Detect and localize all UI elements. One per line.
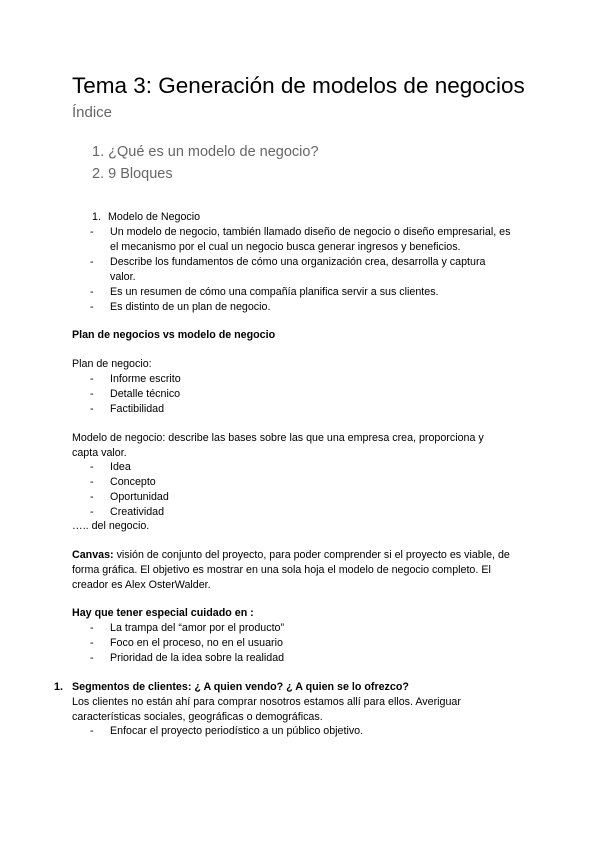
care-items — [90, 621, 284, 666]
list-item — [90, 387, 181, 402]
comparison-heading: Plan de negocios vs modelo de negocio — [72, 329, 276, 341]
model-intro-line: Modelo de negocio: describe las bases sobre las que una empresa crea, proporciona y — [72, 432, 484, 444]
segments-paragraph — [72, 695, 461, 725]
dash-marker: - — [90, 403, 94, 415]
canvas-text: forma gráfica. El objetivo es mostrar en una sola hoja el modelo de negocio completo. El — [72, 564, 491, 576]
bullet-line: Describe los fundamentos de cómo una organización crea, desarrolla y captura — [110, 256, 486, 268]
page-title: Tema 3: Generación de modelos de negocios — [72, 73, 525, 98]
item-text: Enfocar el proyecto periodístico a un público objetivo. — [110, 725, 364, 737]
model-intro-line: capta valor. — [72, 447, 127, 459]
model-items — [90, 460, 169, 520]
list-item — [90, 300, 540, 315]
list-item — [90, 636, 284, 651]
dash-marker: - — [90, 637, 94, 649]
list-item — [90, 621, 284, 636]
dash-marker: - — [90, 256, 94, 268]
bullet-line: Un modelo de negocio, también llamado diseño de negocio o diseño empresarial, es — [110, 226, 511, 238]
dash-marker: - — [90, 226, 94, 238]
segments-text: características sociales, geográficas o demográficas. — [72, 711, 323, 723]
care-heading: Hay que tener especial cuidado en : — [72, 607, 254, 619]
section-heading: Modelo de Negocio — [108, 211, 201, 223]
list-item — [90, 372, 181, 387]
canvas-text: visión de conjunto del proyecto, para poder comprender si el proyecto es viable, de — [113, 549, 510, 561]
list-number: 1. — [54, 681, 63, 693]
segments-text: Los clientes no están ahí para comprar nosotros estamos allí para ellos. Averiguar — [72, 696, 461, 708]
item-text: Oportunidad — [110, 491, 169, 503]
item-text: Detalle técnico — [110, 388, 181, 400]
bullet-line: Es distinto de un plan de negocio. — [110, 301, 271, 313]
item-text: Creatividad — [110, 506, 165, 518]
list-item — [90, 402, 181, 417]
plan-items — [90, 372, 181, 417]
list-item — [90, 651, 284, 666]
page-subtitle: Índice — [72, 104, 113, 121]
item-text: Factibilidad — [110, 403, 165, 415]
bullet-line: Es un resumen de cómo una compañía planifica servir a sus clientes. — [110, 286, 439, 298]
dash-marker: - — [90, 622, 94, 634]
model-intro — [72, 431, 484, 461]
segments-heading-row — [54, 680, 409, 695]
table-of-contents — [92, 141, 319, 185]
item-text: Informe escrito — [110, 373, 181, 385]
segments-heading: Segmentos de clientes: ¿ A quien vendo? ¿ A quien se lo ofrezco? — [72, 681, 409, 693]
bullet-line: valor. — [110, 271, 136, 283]
item-text: La trampa del “amor por el producto” — [110, 622, 285, 634]
dash-marker: - — [90, 725, 94, 737]
dash-marker: - — [90, 491, 94, 503]
list-item — [90, 255, 540, 285]
dash-marker: - — [90, 286, 94, 298]
canvas-label: Canvas: — [72, 549, 114, 561]
item-text: Idea — [110, 461, 131, 473]
model-outro: ….. del negocio. — [72, 520, 150, 532]
list-item — [90, 475, 169, 490]
dash-marker: - — [90, 301, 94, 313]
item-text: Concepto — [110, 476, 156, 488]
list-item — [90, 285, 540, 300]
dash-marker: - — [90, 476, 94, 488]
list-item — [90, 490, 169, 505]
list-item — [90, 724, 363, 739]
toc-item: 2. 9 Bloques — [92, 166, 173, 182]
dash-marker: - — [90, 506, 94, 518]
list-item — [90, 505, 169, 520]
plan-intro: Plan de negocio: — [72, 358, 152, 370]
dash-marker: - — [90, 388, 94, 400]
toc-item: 1. ¿Qué es un modelo de negocio? — [92, 144, 319, 160]
canvas-text: creador es Alex OsterWalder. — [72, 579, 211, 591]
bullet-line: el mecanismo por el cual un negocio busca generar ingresos y beneficios. — [110, 241, 461, 253]
item-text: Foco en el proceso, no en el usuario — [110, 637, 283, 649]
dash-marker: - — [90, 461, 94, 473]
canvas-paragraph — [72, 548, 510, 593]
dash-marker: - — [90, 652, 94, 664]
item-text: Prioridad de la idea sobre la realidad — [110, 652, 285, 664]
list-item — [90, 460, 169, 475]
segments-items — [90, 724, 363, 739]
list-number: 1. — [92, 211, 101, 223]
dash-marker: - — [90, 373, 94, 385]
list-item — [90, 225, 540, 255]
modelo-bullets — [90, 225, 540, 315]
